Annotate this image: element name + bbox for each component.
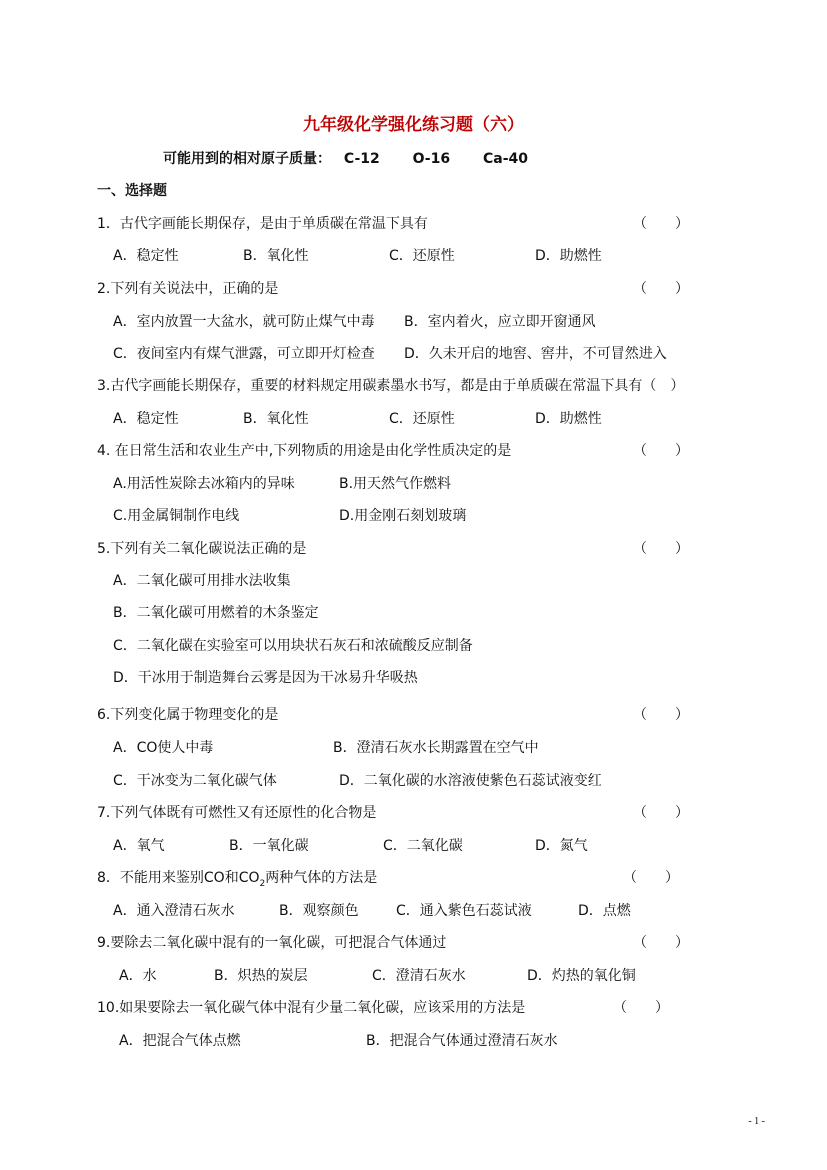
question-stem-part: 8．不能用来鉴别CO和CO <box>97 870 260 886</box>
option: D．久未开启的地窖、窖井，不可冒然进入 <box>404 346 667 362</box>
option: D．干冰用于制造舞台云雾是因为干冰易升华吸热 <box>113 670 418 686</box>
answer-paren: （ ） <box>633 805 689 821</box>
option: C．还原性 <box>389 411 455 427</box>
subscript: 2 <box>259 878 266 889</box>
option: A．室内放置一大盆水，就可防止煤气中毒 <box>113 314 375 330</box>
answer-paren: （ ） <box>633 443 689 459</box>
option: B．一氧化碳 <box>229 838 309 854</box>
option: B.用天然气作燃料 <box>339 476 452 492</box>
question-stem <box>97 869 377 893</box>
option: A．CO使人中毒 <box>113 740 214 756</box>
question-stem: 4. 在日常生活和农业生产中,下列物质的用途是由化学性质决定的是 <box>97 443 512 459</box>
option: B．二氧化碳可用燃着的木条鉴定 <box>113 605 319 621</box>
option: C.用金属铜制作电线 <box>113 508 240 524</box>
option: D．助燃性 <box>535 248 602 264</box>
option: B．氧化性 <box>243 248 309 264</box>
option: A．氧气 <box>113 838 165 854</box>
atomic-mass-o: O-16 <box>412 151 451 167</box>
question-stem-part: 两种气体的方法是 <box>265 870 378 886</box>
option: C．夜间室内有煤气泄露，可立即开灯检查 <box>113 346 375 362</box>
section-heading: 一、选择题 <box>97 183 167 199</box>
question-stem: 5.下列有关二氧化碳说法正确的是 <box>97 541 307 557</box>
question-stem: 2.下列有关说法中，正确的是 <box>97 281 279 297</box>
atomic-mass-c: C-12 <box>343 151 380 167</box>
option: B．把混合气体通过澄清石灰水 <box>366 1033 558 1049</box>
option: D．助燃性 <box>535 411 602 427</box>
option: D．点燃 <box>578 903 631 919</box>
page-title: 九年级化学强化练习题（六） <box>303 115 524 135</box>
question-stem: 1．古代字画能长期保存，是由于单质碳在常温下具有 <box>97 216 428 232</box>
option: A．二氧化碳可用排水法收集 <box>113 573 291 589</box>
answer-paren: （ ） <box>633 281 689 297</box>
answer-paren: （ ） <box>633 707 689 723</box>
option: D．二氧化碳的水溶液使紫色石蕊试液变红 <box>339 773 602 789</box>
option: B．氧化性 <box>243 411 309 427</box>
option: A．稳定性 <box>113 248 179 264</box>
answer-paren: （ ） <box>623 870 679 886</box>
option: A．把混合气体点燃 <box>119 1033 241 1049</box>
option: C．通入紫色石蕊试液 <box>396 903 532 919</box>
page-number: - 1 - <box>748 1116 765 1127</box>
question-stem: 10.如果要除去一氧化碳气体中混有少量二氧化碳，应该采用的方法是 <box>97 1000 526 1016</box>
atomic-mass-ca: Ca-40 <box>482 151 528 167</box>
atomic-mass-label: 可能用到的相对原子质量： <box>163 151 331 167</box>
answer-paren: （ ） <box>613 1000 669 1016</box>
atomic-mass-line <box>163 150 528 168</box>
option: B．澄清石灰水长期露置在空气中 <box>333 740 539 756</box>
answer-paren: （ ） <box>633 935 689 951</box>
option: D．灼热的氧化铜 <box>527 968 636 984</box>
option: C．二氧化碳在实验室可以用块状石灰石和浓硫酸反应制备 <box>113 638 473 654</box>
answer-paren: （ ） <box>633 541 689 557</box>
option: A．稳定性 <box>113 411 179 427</box>
option: C．干冰变为二氧化碳气体 <box>113 773 277 789</box>
answer-paren: （ ） <box>633 216 689 232</box>
question-stem: 9.要除去二氧化碳中混有的一氧化碳，可把混合气体通过 <box>97 935 447 951</box>
option: D．氮气 <box>535 838 588 854</box>
option: B．室内着火，应立即开窗通风 <box>404 314 596 330</box>
option: C．二氧化碳 <box>383 838 463 854</box>
question-stem: 7.下列气体既有可燃性又有还原性的化合物是 <box>97 805 377 821</box>
option: C．还原性 <box>389 248 455 264</box>
question-stem: 6.下列变化属于物理变化的是 <box>97 707 279 723</box>
option: A.用活性炭除去冰箱内的异味 <box>113 476 295 492</box>
question-stem: 3.古代字画能长期保存，重要的材料规定用碳素墨水书写，都是由于单质碳在常温下具有（ ） <box>97 378 685 394</box>
option: B．炽热的炭层 <box>214 968 308 984</box>
option: C．澄清石灰水 <box>372 968 466 984</box>
option: A．水 <box>119 968 157 984</box>
option: D.用金刚石刻划玻璃 <box>339 508 467 524</box>
option: A．通入澄清石灰水 <box>113 903 235 919</box>
option: B．观察颜色 <box>279 903 359 919</box>
